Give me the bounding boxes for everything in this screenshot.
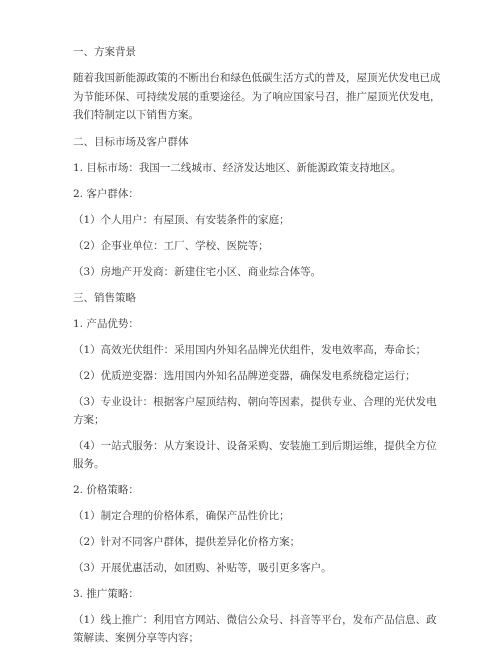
product-advantage-item: 1. 产品优势：: [73, 317, 139, 330]
advantage-pv-modules: （1）高效光伏组件：采用国内外知名品牌光伏组件，发电效率高，寿命长；: [73, 343, 427, 356]
price-differentiated: （2）针对不同客户群体，提供差异化价格方案；: [73, 535, 301, 548]
price-system: （1）制定合理的价格体系，确保产品性价比；: [73, 509, 290, 522]
background-paragraph: 随着我国新能源政策的不断出台和绿色低碳生活方式的普及，屋顶光伏发电已成为节能环保、可持续发展的重要途径。为了响应国家号召，推广屋顶光伏发电，我们特制定以下销售方案。: [73, 72, 441, 121]
price-promotions: （3）开展优惠活动，如团购、补贴等，吸引更多客户。: [73, 561, 332, 574]
customer-developer: （3）房地产开发商：新建住宅小区、商业综合体等。: [73, 265, 322, 278]
advantage-one-stop: （4）一站式服务：从方案设计、设备采购、安装施工到后期运维，提供全方位服务。: [73, 439, 437, 470]
promotion-strategy-item: 3. 推广策略：: [73, 587, 139, 600]
advantage-inverter: （2）优质逆变器：选用国内外知名品牌逆变器，确保发电系统稳定运行；: [73, 369, 416, 382]
customer-enterprise: （2）企事业单位：工厂、学校、医院等；: [73, 239, 269, 252]
customer-individual: （1）个人用户：有屋顶、有安装条件的家庭；: [73, 213, 290, 226]
customer-group-item: 2. 客户群体：: [73, 187, 139, 200]
promotion-online: （1）线上推广：利用官方网站、微信公众号、抖音等平台，发布产品信息、政策解读、案例分享等内容；: [73, 613, 437, 644]
target-market-item: 1. 目标市场：我国一二线城市、经济发达地区、新能源政策支持地区。: [73, 161, 402, 174]
section-title-background: 一、方案背景: [73, 46, 136, 58]
price-strategy-item: 2. 价格策略：: [73, 483, 139, 496]
section-title-sales-strategy: 三、销售策略: [73, 291, 136, 304]
section-title-target-market: 二、目标市场及客户群体: [73, 135, 189, 148]
advantage-design: （3）专业设计：根据客户屋顶结构、朝向等因素，提供专业、合理的光伏发电方案；: [73, 395, 437, 426]
